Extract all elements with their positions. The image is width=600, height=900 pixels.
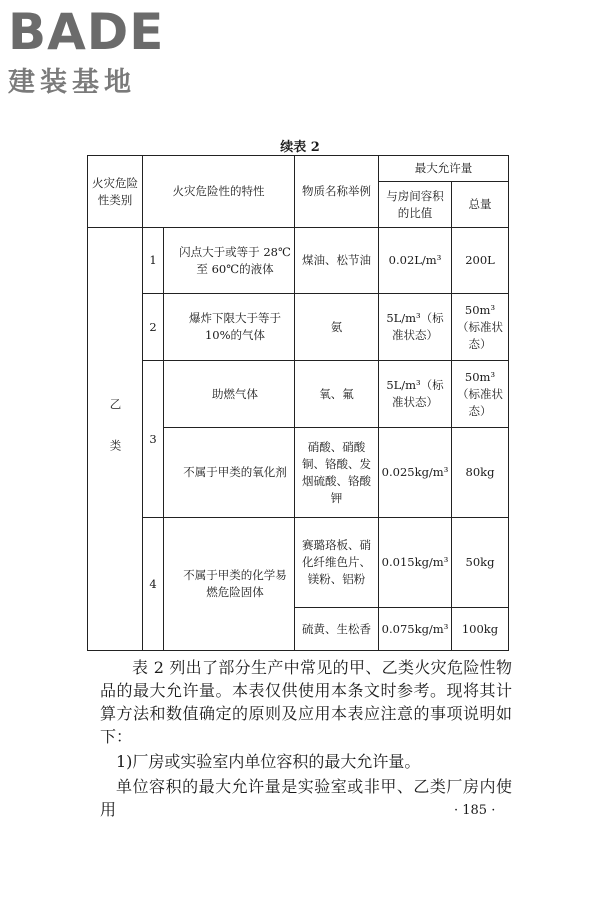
header-feature: 火灾危险性的特性 (143, 156, 295, 228)
ratio-cell: 0.02L/m³ (379, 228, 452, 294)
total-cell: 80kg (452, 428, 509, 518)
row-number: 4 (143, 518, 164, 651)
example-cell: 氧、氟 (295, 361, 379, 428)
total-cell: 50m³（标准状态） (452, 361, 509, 428)
total-cell: 50m³（标准状态） (452, 294, 509, 361)
row-number: 2 (143, 294, 164, 361)
example-cell: 煤油、松节油 (295, 228, 379, 294)
feature-cell: 不属于甲类的化学易燃危险固体 (164, 518, 295, 651)
page-number: · 185 · (454, 803, 496, 818)
logo-subtitle: 建装基地 (8, 67, 136, 98)
brand-logo (8, 3, 178, 99)
ratio-cell: 0.025kg/m³ (379, 428, 452, 518)
header-total: 总量 (452, 182, 509, 228)
feature-cell: 闪点大于或等于 28℃至 60℃的液体 (164, 228, 295, 294)
logo-wordmark: BADE (8, 3, 165, 61)
body-subheading: 1)厂房或实验室内单位容积的最大允许量。 (116, 752, 421, 771)
ratio-cell: 5L/m³（标准状态） (379, 361, 452, 428)
header-category: 火灾危险性类别 (88, 156, 143, 228)
body-paragraph: 单位容积的最大允许量是实验室或非甲、乙类厂房内使用 (100, 777, 512, 819)
example-cell: 赛璐珞板、硝化纤维色片、镁粉、铝粉 (295, 518, 379, 608)
header-max-allowed: 最大允许量 (379, 156, 509, 182)
row-number: 3 (143, 361, 164, 518)
feature-cell: 爆炸下限大于等于10%的气体 (164, 294, 295, 361)
feature-cell: 不属于甲类的氧化剂 (164, 428, 295, 518)
example-cell: 硝酸、硝酸铜、铬酸、发烟硫酸、铬酸钾 (295, 428, 379, 518)
example-cell: 氨 (295, 294, 379, 361)
header-examples: 物质名称举例 (295, 156, 379, 228)
example-cell: 硫黄、生松香 (295, 608, 379, 651)
ratio-cell: 0.075kg/m³ (379, 608, 452, 651)
body-paragraph: 表 2 列出了部分生产中常见的甲、乙类火灾危险性物品的最大允许量。本表仅供使用本条文时参考。现将其计算方法和数值确定的原则及应用本表应注意的事项说明如下： (100, 658, 512, 746)
header-ratio: 与房间容积的比值 (379, 182, 452, 228)
total-cell: 100kg (452, 608, 509, 651)
total-cell: 200L (452, 228, 509, 294)
total-cell: 50kg (452, 518, 509, 608)
ratio-cell: 0.015kg/m³ (379, 518, 452, 608)
ratio-cell: 5L/m³（标准状态） (379, 294, 452, 361)
hazard-table (87, 155, 509, 651)
table-caption: 续表 2 (280, 140, 320, 155)
category-cell: 乙类 (88, 228, 143, 651)
feature-cell: 助燃气体 (164, 361, 295, 428)
row-number: 1 (143, 228, 164, 294)
